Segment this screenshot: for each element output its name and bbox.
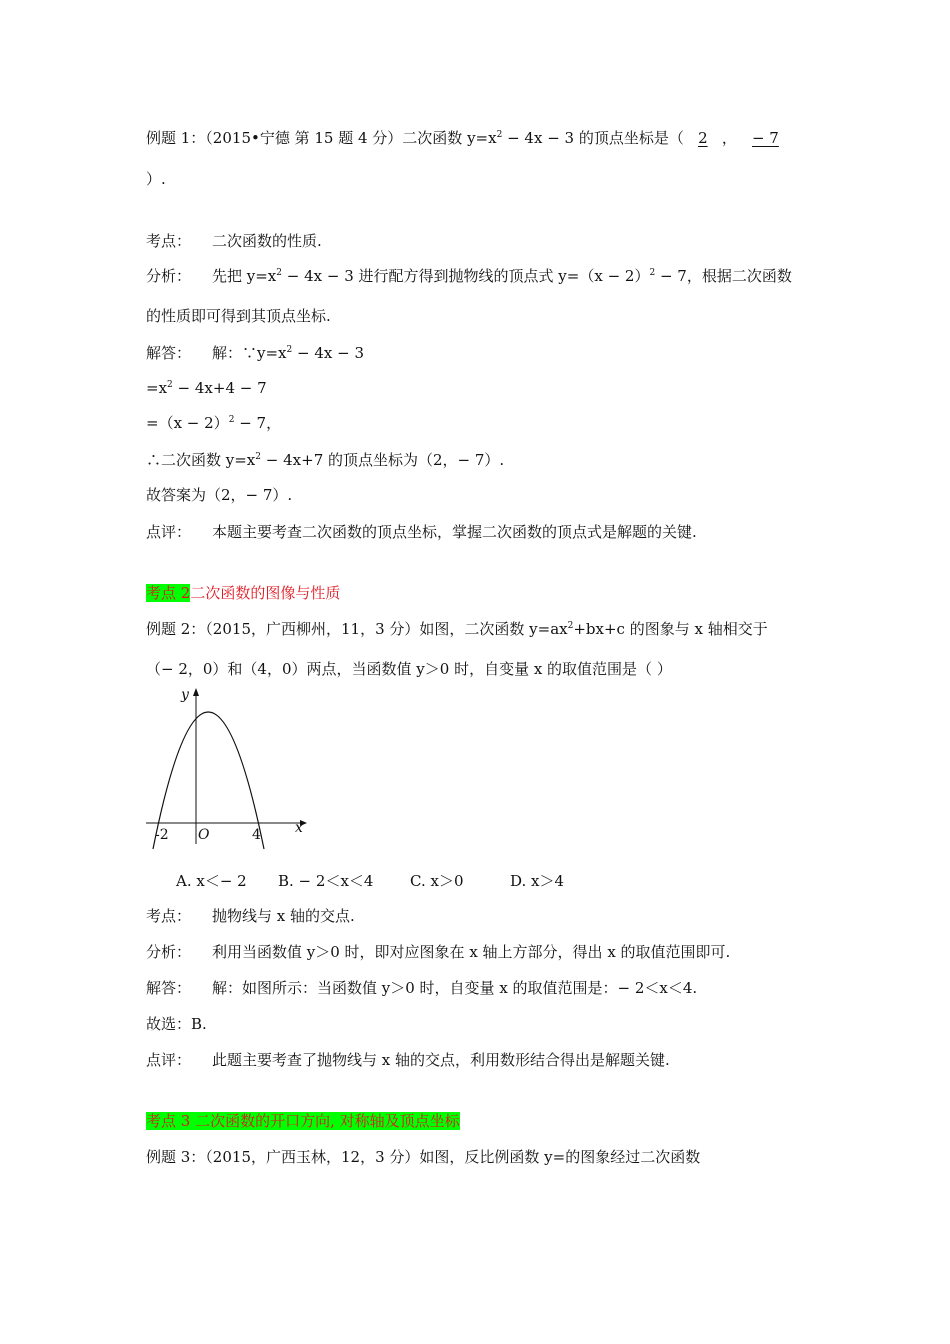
section-3-title: 考点 3 二次函数的开口方向, 对称轴及顶点坐标 xyxy=(146,1112,460,1130)
y-axis-label: y xyxy=(181,687,189,703)
answer-blank-2: − 7 xyxy=(751,129,779,147)
ex3-question: 例题 3：（2015，广西玉林，12，3 分）如图，反比例函数 y=的图象经过二次函数 xyxy=(146,1148,701,1166)
ex2-jieda: 解答： 解：如图所示：当函数值 y＞0 时，自变量 x 的取值范围是：− 2＜x＜4. xyxy=(146,979,698,997)
ex1-fenxi: 分析： 先把 $y=x^2 - 4x - 3$ 进行配方得到抛物线的顶点式 $y=(x - 2)^2 - 7$，根据二次函数 xyxy=(146,267,792,285)
y-axis-arrow xyxy=(193,688,199,696)
ex1-step-1: $=x^2 - 4x+4 - 7$ xyxy=(146,379,267,397)
ex1-kaodian: 考点： 二次函数的性质. xyxy=(146,232,322,250)
x-axis-label: x xyxy=(295,820,303,836)
ex1-dianping: 点评： 本题主要考查二次函数的顶点坐标，掌握二次函数的顶点式是解题的关键. xyxy=(146,523,697,541)
answer-blank-1: 2 xyxy=(698,129,708,147)
ex2-kaodian: 考点： 抛物线与 x 轴的交点. xyxy=(146,907,355,925)
ex1-fenxi-cont: 的性质即可得到其顶点坐标. xyxy=(146,307,331,325)
ex2-question: 例题 2：（2015，广西柳州，11，3 分）如图，二次函数 $y=ax^2+bx+c$ 的图象与 x 轴相交于 xyxy=(146,620,768,638)
ex2-question-cont: （− 2，0）和（4，0）两点，当函数值 y＞0 时，自变量 x 的取值范围是（ ） xyxy=(146,660,672,678)
ex2-answer: 故选：B. xyxy=(146,1015,207,1033)
choice-d: D. x＞4 xyxy=(510,872,565,890)
choice-a: A. x＜− 2 xyxy=(176,872,247,890)
ex1-step-2: $=(x - 2)^2 - 7$， xyxy=(146,414,282,432)
ex2-choices xyxy=(176,871,564,891)
ex1-jieda: 解答： 解：$\because y=x^2 - 4x - 3$ xyxy=(146,344,365,362)
ex1-answer: 故答案为（2，− 7）. xyxy=(146,486,293,504)
parabola-graph xyxy=(140,684,315,854)
section-2-title: 二次函数的图像与性质 xyxy=(190,584,341,602)
ex1-question: 例题 1：（2015•宁德 第 15 题 4 分）二次函数 $y=x^2 - 4x - 3$ 的顶点坐标是（ 2 ， − 7 xyxy=(146,129,779,147)
right-root-label: 4 xyxy=(252,827,261,843)
ex2-fenxi: 分析： 利用当函数值 y＞0 时，即对应图象在 x 轴上方部分，得出 x 的取值范围即可. xyxy=(146,943,731,961)
choice-b: B. − 2＜x＜4 xyxy=(278,872,374,890)
origin-label: O xyxy=(198,827,210,843)
ex1-step-3: ∴二次函数 $y=x^2 - 4x+7$ 的顶点坐标为（2，− 7）. xyxy=(146,451,505,469)
left-root-label: -2 xyxy=(155,827,169,843)
section-2-tag: 考点 2 xyxy=(146,584,191,602)
ex1-question-close: ）. xyxy=(146,170,166,188)
section-3-heading xyxy=(146,1111,460,1131)
ex2-dianping: 点评： 此题主要考查了抛物线与 x 轴的交点，利用数形结合得出是解题关键. xyxy=(146,1051,670,1069)
section-2-heading xyxy=(146,583,340,603)
choice-c: C. x＞0 xyxy=(410,872,464,890)
superscript: 2 xyxy=(496,130,503,140)
